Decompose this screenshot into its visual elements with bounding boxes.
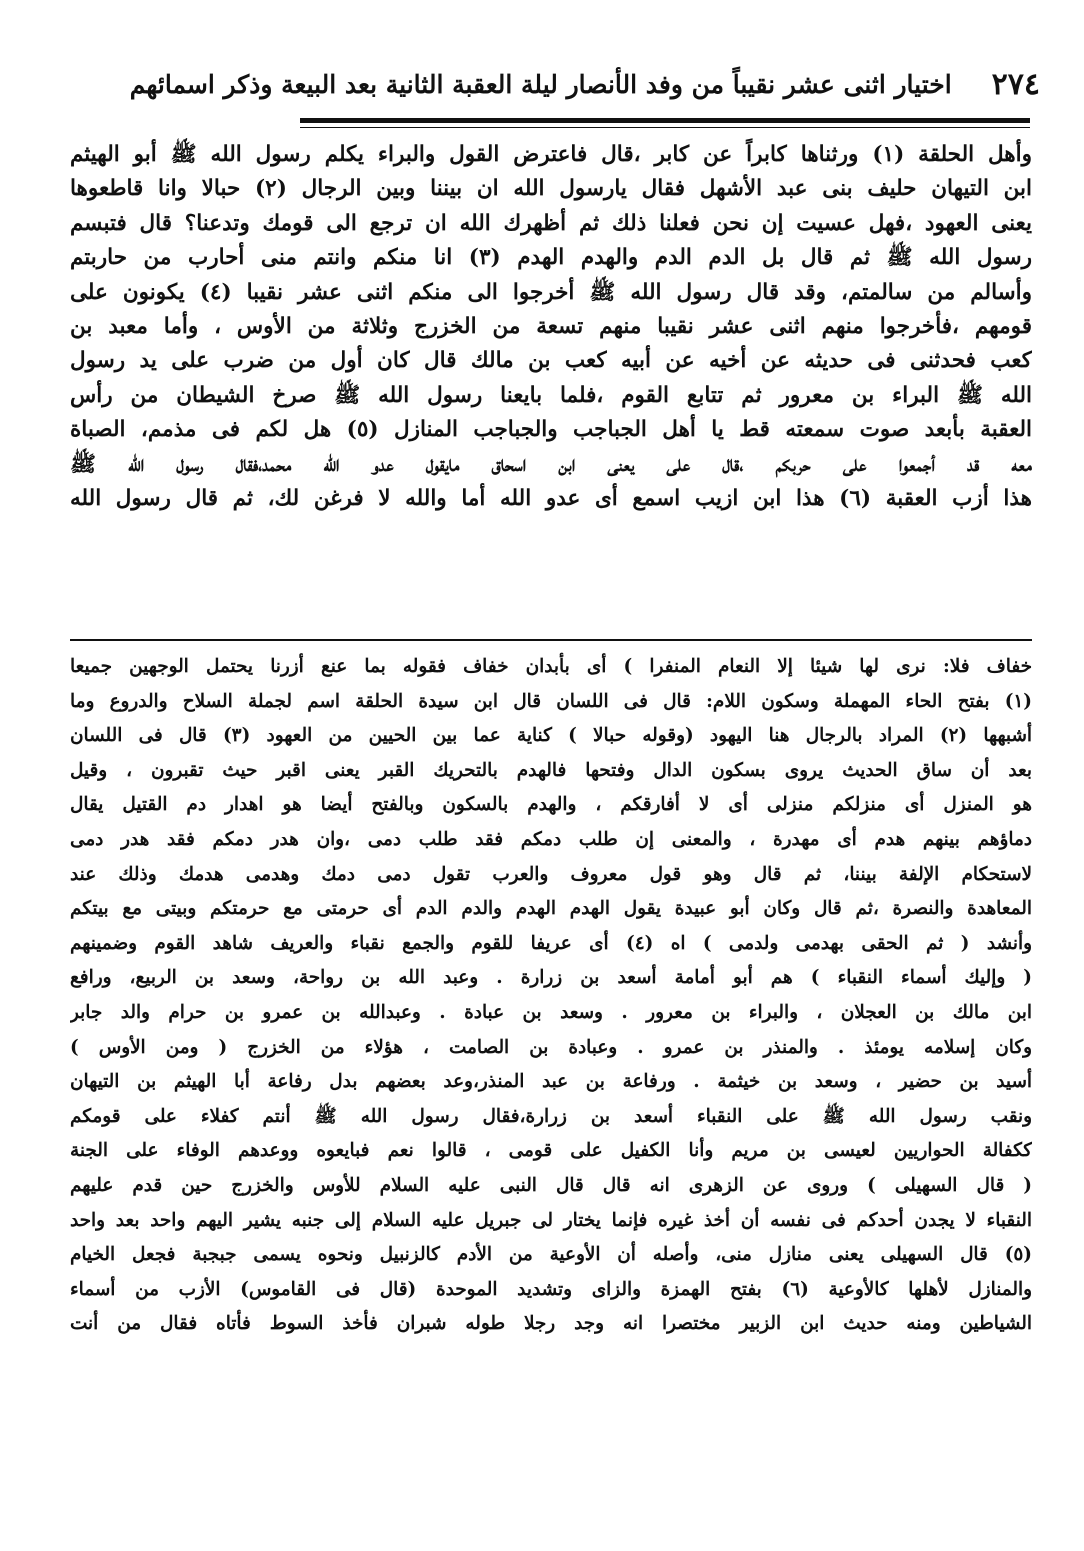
footnote-line: لاستحكام الإلفة بيننا، ثم قال وهو قول معروف والعرب تقول دمى دمك وهدمى هدمك وذلك عند — [70, 863, 1032, 885]
page-header — [70, 62, 1040, 106]
footnote-line: ابن مالك بن العجلان ، والبراء بن معرور . وسعد بن عبادة . وعبدالله بن عمرو بن حرام والد جابر — [70, 1001, 1032, 1023]
main-text-line: يعنى العهود ،فهل عسيت إن نحن فعلنا ذلك ثم أظهرك الله ان ترجع الى قومك وتدعنا؟ قال فتبسم — [70, 210, 1032, 236]
header-rule-thick — [300, 118, 1030, 123]
footnote-line: هو المنزل أى منزلكم منزلى أى لا أفارقكم ، والهدم بالسكون وبالفتح أيضا هو اهدار دم القتيل يقال — [70, 794, 1032, 816]
footnote-line: الشياطين ومنه حديث ابن الزبير مختصرا انه وجد رجلا طوله شبران فأخذ السوط فأتاه فقال من أنت — [70, 1313, 1032, 1335]
footnote-line: دماؤهم بينهم هدم أى مهدرة ، والمعنى إن طلب دمكم فقد طلب دمى ،وان هدر دمكم فقد هدر دمى — [70, 828, 1032, 850]
footnote-line: أسيد بن حضير ، وسعد بن خيثمة . ورفاعة بن عبد المنذر،وعد بعضهم بدل رفاعة أبا الهيثم بن التيهان — [70, 1071, 1032, 1093]
footnote-line: ( وإليك أسماء النقباء ) هم أبو أمامة أسعد بن زرارة . وعبد الله بن رواحة، وسعد بن الربيع، ورافع — [70, 967, 1032, 989]
footnote-line: أشبهها (٢) المراد بالرجال هنا اليهود (وقوله حبالا ) كناية عما بين الحيين من العهود (٣) قال فى اللسان — [70, 725, 1032, 747]
footnote-line: بعد أن ساق الحديث يروى بسكون الدال وفتحها فالهدم بالتحريك القبر يعنى اقبر حيث تقبرون ، وقيل — [70, 759, 1032, 781]
footnote-line: خفاف فلا: نرى لها شيئا إلا النعام المنفرا ) أى بأبدان خفاف فقوله بما عنع أزرنا يحتمل الوجهين جميعا — [70, 656, 1032, 677]
footnote-line: وكان إسلامه يومئذ . والمنذر بن عمرو . وعبادة بن الصامت ، هؤلاء من الخزرج ( ومن الأوس ) — [70, 1036, 1032, 1058]
main-text-line: ابن التيهان حليف بنى عبد الأشهل فقال يارسول الله ان بيننا وبين الرجال (٢) حبالا وانا قاطعوها — [70, 176, 1032, 202]
main-text — [70, 138, 1032, 516]
footnote-line: (١) بفتح الحاء المهملة وسكون اللام: قال فى اللسان قال ابن سيدة الحلقة اسم لجملة السلاح والدروع وما — [70, 690, 1032, 712]
main-text-line: رسول الله ﷺ ثم قال بل الدم الدم والهدم الهدم (٣) انا منكم وانتم منى أحارب من حاربتم — [70, 245, 1032, 271]
running-title: اختيار اثنى عشر نقيباً من وفد الأنصار ليلة العقبة الثانية بعد البيعة وذكر اسمائهم — [129, 69, 952, 99]
footnotes — [70, 650, 1032, 1342]
footnote-line: وأنشد ( ثم الحقى بهدمى ولدمى ) اه (٤) أى عريفا للقوم والجمع نقباء والعريف شاهد القوم وضمينهم — [70, 932, 1032, 954]
footnote-line: ( قال السهيلى ) وروى عن الزهرى انه قال قال النبى عليه السلام للأوس والخزرج حين قدم عليهم — [70, 1174, 1032, 1196]
main-text-line: وأسالم من سالمتم، وقد قال رسول الله ﷺ أخرجوا الى منكم اثنى عشر نقيبا (٤) يكونون على — [70, 279, 1032, 305]
main-text-line: قومهم ،فأخرجوا منهم اثنى عشر نقيبا منهم تسعة من الخزرج وثلاثة من الأوس ، وأما معبد بن — [70, 313, 1032, 339]
footnote-divider — [70, 639, 1032, 641]
footnote-line: ونقب رسول الله ﷺ على النقباء أسعد بن زرارة،فقال رسول الله ﷺ أنتم كفلاء على قومكم — [70, 1105, 1032, 1127]
footnote-line: (٥) قال السهيلى يعنى منازل منى، وأصله أن الأوعية من الأدم كالزنبيل ونحوه يسمى جبجبة فجعل الخيام — [70, 1244, 1032, 1266]
footnote-line: ككفالة الحواريين لعيسى بن مريم وأنا الكفيل على قومى ، قالوا نعم فبايعوه ووعدهم الوفاء على الجنة — [70, 1140, 1032, 1162]
footnote-line: المعاهدة والنصرة ،ثم قال وكان أبو عبيدة يقول الهدم الهدم والدم الدم أى حرمتى مع حرمتكم وبيتى مع بيتكم — [70, 898, 1032, 920]
main-text-line: معه قد أجمعوا على حربكم ،قال على يعنى ابن اسحاق مايقول عدو الله محمد،فقال رسول الله ﷺ — [70, 451, 1032, 477]
main-text-line: كعب فحدثنى فى حديثه عن أخيه عن أبيه كعب بن مالك قال كان أول من ضرب على يد رسول — [70, 348, 1032, 374]
footnote-line: النقباء لا يجدن أحدكم فى نفسه أن أخذ غيره فإنما يختار لى جبريل عليه السلام إلى جنبه يشير اليهم واحد بعد واحد — [70, 1209, 1032, 1231]
main-text-line: العقبة بأبعد صوت سمعته قط يا أهل الجباجب والجباجب المنازل (٥) هل لكم فى مذمم، الصباة — [70, 417, 1032, 443]
main-text-line: الله ﷺ البراء بن معرور ثم تتابع القوم ،فلما بايعنا رسول الله ﷺ صرخ الشيطان من رأس — [70, 382, 1032, 408]
page-number: ٢٧٤ — [991, 66, 1040, 102]
footnote-line: والمنازل لأهلها كالأوعية (٦) بفتح الهمزة والزاى وتشديد الموحدة (قال فى القاموس) الأزب من أسماء — [70, 1278, 1032, 1300]
header-rule-thin — [300, 127, 1030, 128]
main-text-line: وأهل الحلقة (١) ورثناها كابراً عن كابر ،قال فاعترض القول والبراء يكلم رسول الله ﷺ أبو الهيثم — [70, 142, 1032, 167]
main-text-line: هذا أزب العقبة (٦) هذا ابن ازيب اسمع أى عدو الله أما والله لا فرغن لك، ثم قال رسول الله — [70, 485, 1032, 511]
